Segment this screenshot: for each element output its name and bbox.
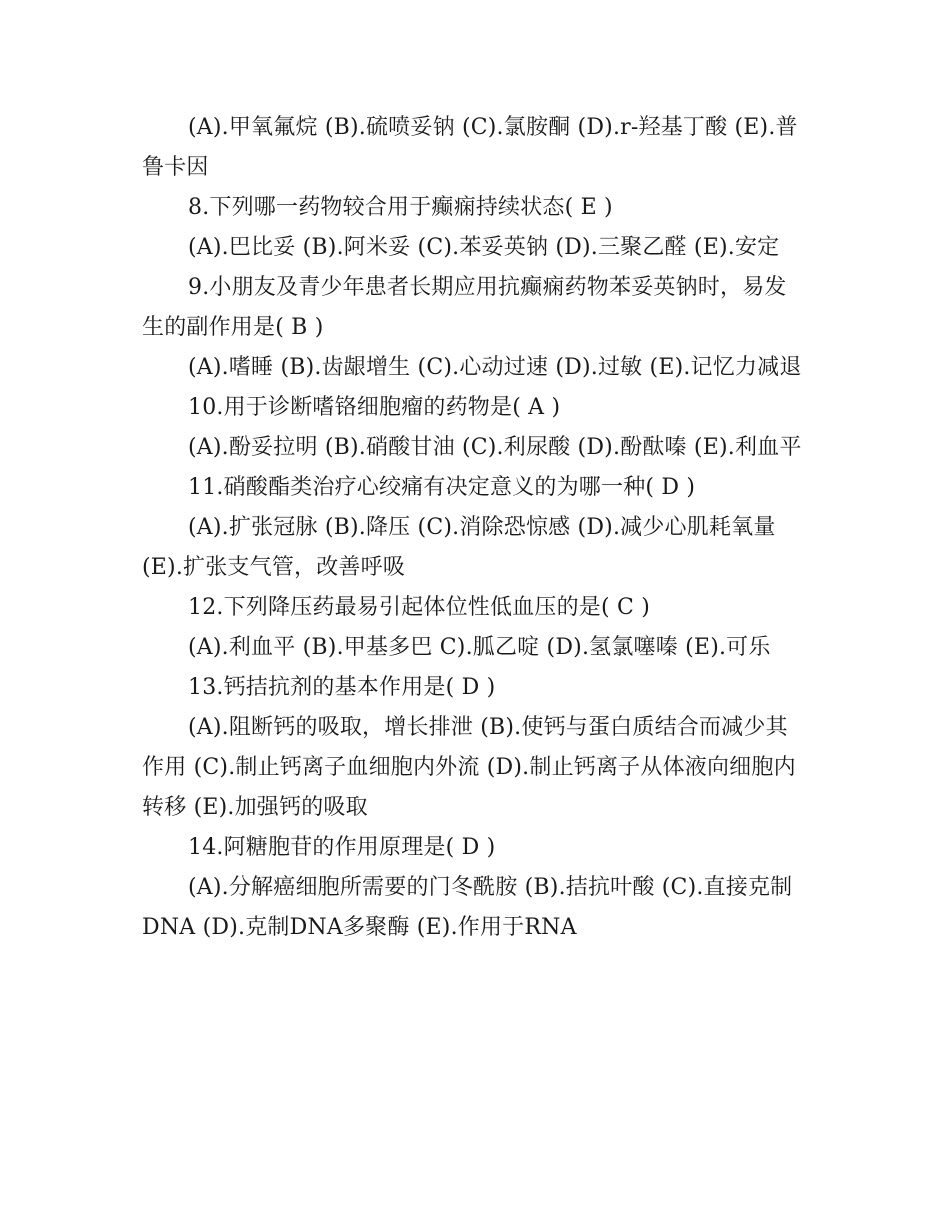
q13-options-text: (A).阻断钙的吸取，增长排泄 (B).使钙与蛋白质结合而减少其作用 (C).制止钙离子血细胞内外流 (D).制止钙离子从体液向细胞内转移 (E).加强钙的吸取 [142,715,796,820]
q10-question-text: 10.用于诊断嗜铬细胞瘤的药物是( A ) [188,395,561,420]
q10-options-text: (A).酚妥拉明 (B).硝酸甘油 (C).利尿酸 (D).酚酞嗪 (E).利血平 [188,435,802,460]
q11-question-text: 11.硝酸酯类治疗心绞痛有决定意义的为哪一种( D ) [188,475,696,500]
q12-question-text: 12.下列降压药最易引起体位性低血压的是( C ) [188,595,650,620]
q14-question-text: 14.阿糖胞苷的作用原理是( D ) [188,835,496,860]
q13-question-text: 13.钙拮抗剂的基本作用是( D ) [188,675,496,700]
q9-question-text: 9.小朋友及青少年患者长期应用抗癫痫药物苯妥英钠时，易发生的副作用是( B ) [142,275,787,340]
document-body [142,108,807,948]
q12-options-text: (A).利血平 (B).甲基多巴 C).胍乙啶 (D).氢氯噻嗪 (E).可乐 [188,635,771,660]
q14-options-text: (A).分解癌细胞所需要的门冬酰胺 (B).拮抗叶酸 (C).直接克制DNA (D).克制DNA多聚酶 (E).作用于RNA [142,875,793,940]
q7-options-text: (A).甲氧氟烷 (B).硫喷妥钠 (C).氯胺酮 (D).r-羟基丁酸 (E).普鲁卡因 [142,115,798,180]
q11-options-text: (A).扩张冠脉 (B).降压 (C).消除恐惊感 (D).减少心肌耗氧量 (E).扩张支气管，改善呼吸 [142,515,776,580]
q9-options-text: (A).嗜睡 (B).齿龈增生 (C).心动过速 (D).过敏 (E).记忆力减退 [188,355,802,380]
q8-question-text: 8.下列哪一药物较合用于癫痫持续状态( E ) [188,195,613,220]
q8-options-text: (A).巴比妥 (B).阿米妥 (C).苯妥英钠 (D).三聚乙醛 (E).安定 [188,235,780,260]
